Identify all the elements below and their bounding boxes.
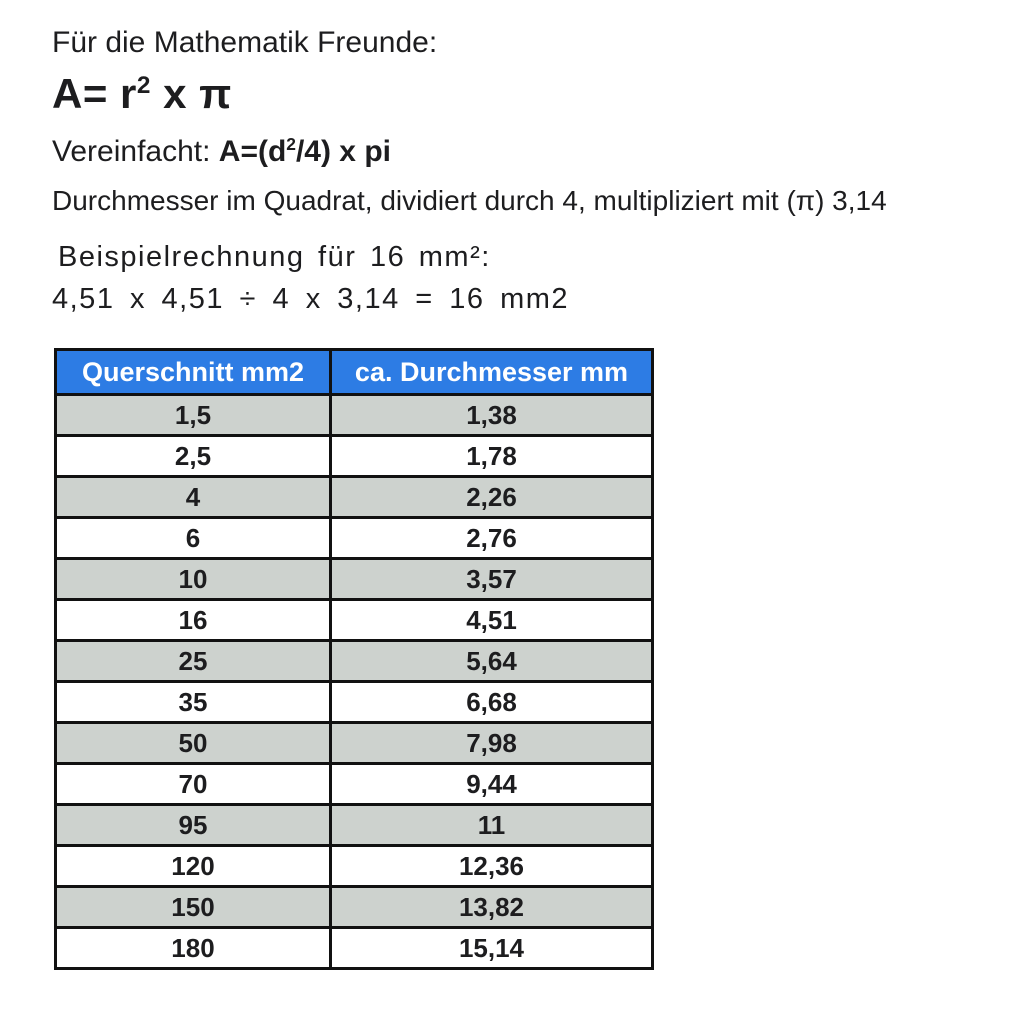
querschnitt-cell: 10 bbox=[56, 559, 331, 600]
table-row bbox=[56, 682, 653, 723]
durchmesser-cell: 6,68 bbox=[331, 682, 653, 723]
simplified-formula-rest: /4) x pi bbox=[295, 135, 391, 168]
durchmesser-cell: 7,98 bbox=[331, 723, 653, 764]
querschnitt-cell: 180 bbox=[56, 928, 331, 969]
querschnitt-cell: 120 bbox=[56, 846, 331, 887]
table-row bbox=[56, 805, 653, 846]
querschnitt-cell: 2,5 bbox=[56, 436, 331, 477]
table-row bbox=[56, 436, 653, 477]
main-formula-rest: x π bbox=[150, 70, 232, 117]
querschnitt-cell: 150 bbox=[56, 887, 331, 928]
table-body bbox=[56, 395, 653, 969]
durchmesser-cell: 1,78 bbox=[331, 436, 653, 477]
table-row bbox=[56, 641, 653, 682]
table-header-row bbox=[56, 350, 653, 395]
col-header-durchmesser: ca. Durchmesser mm bbox=[331, 350, 653, 395]
querschnitt-cell: 16 bbox=[56, 600, 331, 641]
durchmesser-cell: 13,82 bbox=[331, 887, 653, 928]
querschnitt-cell: 1,5 bbox=[56, 395, 331, 436]
querschnitt-cell: 95 bbox=[56, 805, 331, 846]
simplified-formula-exponent: 2 bbox=[286, 134, 296, 154]
durchmesser-cell: 4,51 bbox=[331, 600, 653, 641]
example-title-line: Beispielrechnung für 16 mm²: bbox=[58, 241, 491, 273]
simplified-formula-base: A=(d bbox=[218, 135, 287, 168]
durchmesser-cell: 2,26 bbox=[331, 477, 653, 518]
cross-section-table bbox=[54, 348, 654, 970]
table-row bbox=[56, 764, 653, 805]
main-formula bbox=[52, 70, 1024, 118]
durchmesser-cell: 5,64 bbox=[331, 641, 653, 682]
table-row bbox=[56, 600, 653, 641]
intro-line: Für die Mathematik Freunde: bbox=[52, 26, 438, 59]
querschnitt-cell: 6 bbox=[56, 518, 331, 559]
table-row bbox=[56, 723, 653, 764]
table-row bbox=[56, 928, 653, 969]
querschnitt-cell: 4 bbox=[56, 477, 331, 518]
simplified-formula-line bbox=[52, 134, 1024, 169]
example-calculation-line: 4,51 x 4,51 ÷ 4 x 3,14 = 16 mm2 bbox=[52, 283, 570, 315]
querschnitt-cell: 35 bbox=[56, 682, 331, 723]
main-formula-exponent: 2 bbox=[136, 72, 151, 99]
querschnitt-cell: 70 bbox=[56, 764, 331, 805]
table-row bbox=[56, 887, 653, 928]
table-row bbox=[56, 518, 653, 559]
table-header bbox=[56, 350, 653, 395]
simplified-formula bbox=[219, 135, 391, 168]
col-header-querschnitt: Querschnitt mm2 bbox=[56, 350, 331, 395]
durchmesser-cell: 1,38 bbox=[331, 395, 653, 436]
durchmesser-cell: 2,76 bbox=[331, 518, 653, 559]
durchmesser-cell: 3,57 bbox=[331, 559, 653, 600]
durchmesser-cell: 11 bbox=[331, 805, 653, 846]
main-formula-base: A= r bbox=[52, 70, 137, 117]
simplified-label: Vereinfacht: bbox=[52, 135, 219, 168]
querschnitt-cell: 50 bbox=[56, 723, 331, 764]
durchmesser-cell: 9,44 bbox=[331, 764, 653, 805]
description-line: Durchmesser im Quadrat, dividiert durch 4, multipliziert mit (π) 3,14 bbox=[52, 185, 887, 216]
querschnitt-cell: 25 bbox=[56, 641, 331, 682]
durchmesser-cell: 12,36 bbox=[331, 846, 653, 887]
table-row bbox=[56, 846, 653, 887]
table-row bbox=[56, 559, 653, 600]
table-row bbox=[56, 395, 653, 436]
table-row bbox=[56, 477, 653, 518]
durchmesser-cell: 15,14 bbox=[331, 928, 653, 969]
